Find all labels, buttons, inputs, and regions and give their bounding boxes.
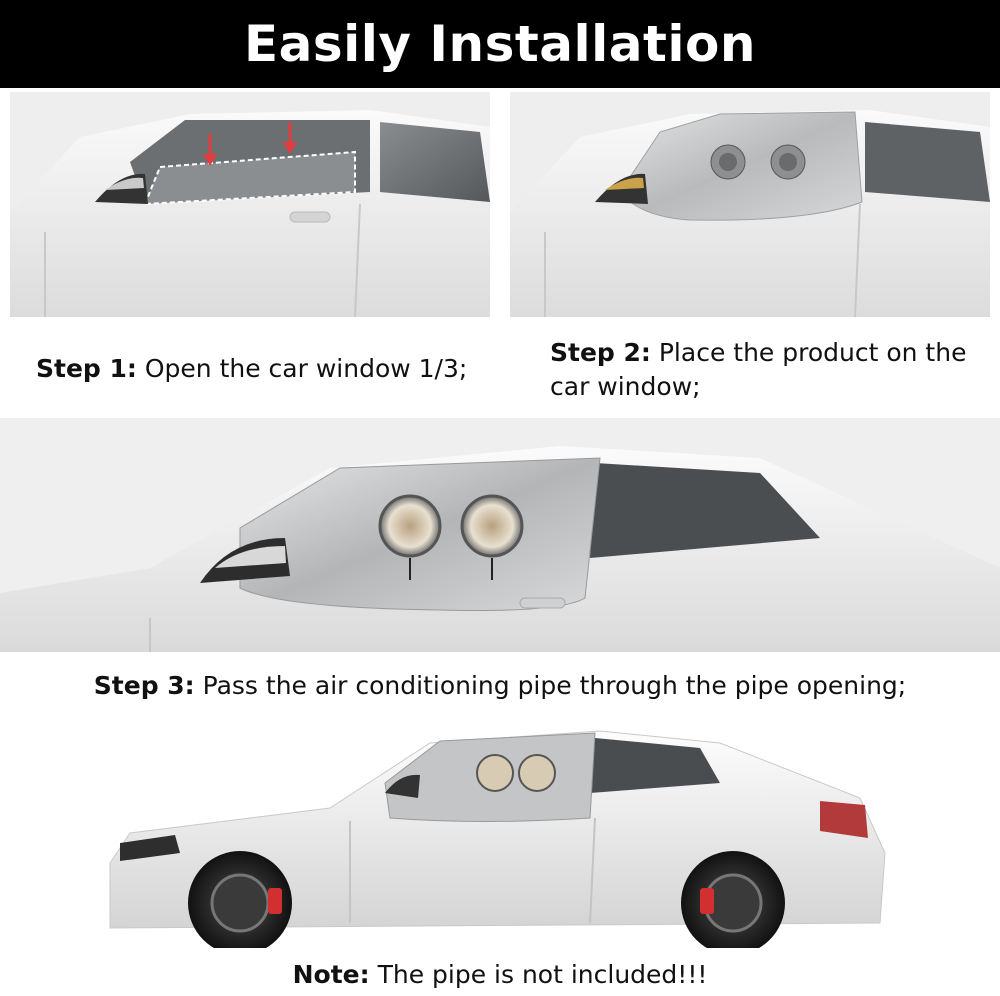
step-3-caption [0,669,1000,703]
step-text: Open the car window 1/3; [136,354,468,383]
step-1-caption [36,352,506,386]
step-text: Place the product on the car window; [550,338,967,401]
note-text: The pipe is not included!!! [369,960,708,989]
full-car-image [0,713,1000,948]
note-label: Note: [292,960,370,989]
step-2-caption [550,336,970,404]
step-text: Pass the air conditioning pipe through the pipe opening; [194,671,907,700]
step-label: Step 3: [93,671,195,700]
step-1-image [10,92,490,317]
title-banner [0,0,1000,88]
step-label: Step 2: [550,338,651,367]
page-title: Easily Installation [243,15,757,73]
step-label: Step 1: [36,354,137,383]
step-2-image [510,92,990,317]
note-caption [0,958,1000,992]
step-3-image [0,418,1000,652]
